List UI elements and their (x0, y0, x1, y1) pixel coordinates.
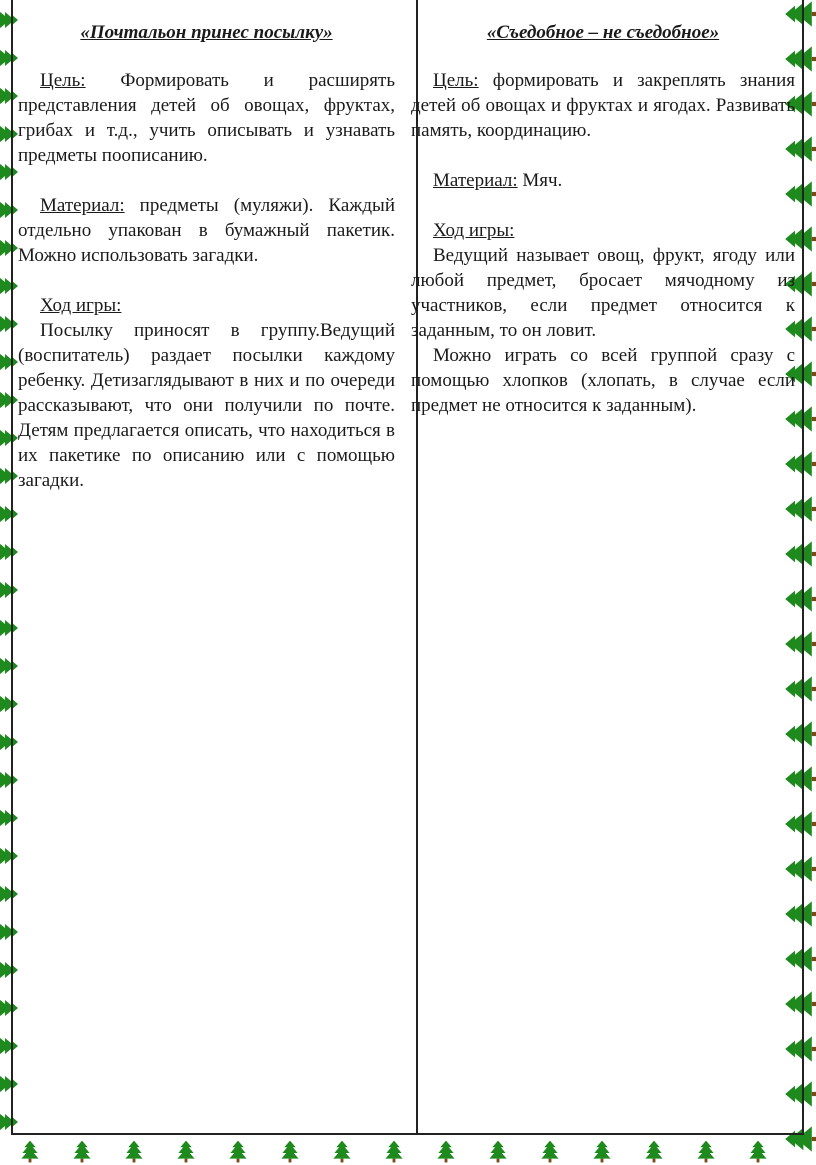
fir-tree-icon (645, 1141, 662, 1163)
material-paragraph (18, 193, 395, 268)
material-paragraph (411, 168, 795, 193)
fir-tree-icon (333, 1141, 350, 1163)
course-heading: Ход игры: (433, 220, 515, 241)
material-text: предметы (муляжи). Каждый отдельно упакован в бумажный пакетик. Можно использовать загадки. (18, 195, 395, 266)
material-label: Материал: (40, 195, 125, 216)
fir-tree-icon (697, 1141, 714, 1163)
fir-tree-icon (177, 1141, 194, 1163)
fir-tree-icon (73, 1141, 90, 1163)
game-card-edible (411, 20, 795, 418)
material-text: Мяч. (517, 170, 563, 191)
goal-text: Формировать и расширять представления детей об овощах, фруктах, грибах и т.д., учить описывать и узнавать предметы поописанию. (18, 70, 395, 166)
fir-tree-icon (749, 1141, 766, 1163)
goal-label: Цель: (433, 70, 479, 91)
fir-tree-icon (437, 1141, 454, 1163)
goal-paragraph (411, 68, 795, 143)
game-title: «Съедобное – не съедобное» (486, 22, 720, 43)
goal-text: формировать и закреплять знания детей об овощах и фруктах и ягодах. Развивать память, координацию. (411, 70, 795, 141)
fir-tree-icon (541, 1141, 558, 1163)
bottom-tree-border (0, 1135, 816, 1165)
fir-tree-icon (489, 1141, 506, 1163)
game-title: «Почтальон принес посылку» (80, 22, 333, 43)
goal-label: Цель: (40, 70, 86, 91)
fir-tree-icon (385, 1141, 402, 1163)
fir-tree-icon (229, 1141, 246, 1163)
fir-tree-icon (281, 1141, 298, 1163)
fir-tree-icon (125, 1141, 142, 1163)
game-card-postman (18, 20, 395, 493)
course-heading: Ход игры: (40, 295, 122, 316)
fir-tree-icon (21, 1141, 38, 1163)
fir-tree-icon (593, 1141, 610, 1163)
material-label: Материал: (433, 170, 518, 191)
course-text-1: Ведущий называет овощ, фрукт, ягоду или любой предмет, бросает мячодному из участников, если предмет относится к заданным, то он ловит. (411, 245, 795, 341)
course-text-2: Можно играть со всей группой сразу с помощью хлопков (хлопать, в случае если предмет не относится к заданным). (411, 345, 795, 416)
goal-paragraph (18, 68, 395, 168)
course-text: Посылку приносят в группу.Ведущий (воспитатель) раздает посылки каждому ребенку. Детизаглядывают в них и по очереди рассказывают, что они получили по почте. Детям предлагается описать, что находиться в их пакетике по описанию или с помощью загадки. (18, 320, 395, 491)
